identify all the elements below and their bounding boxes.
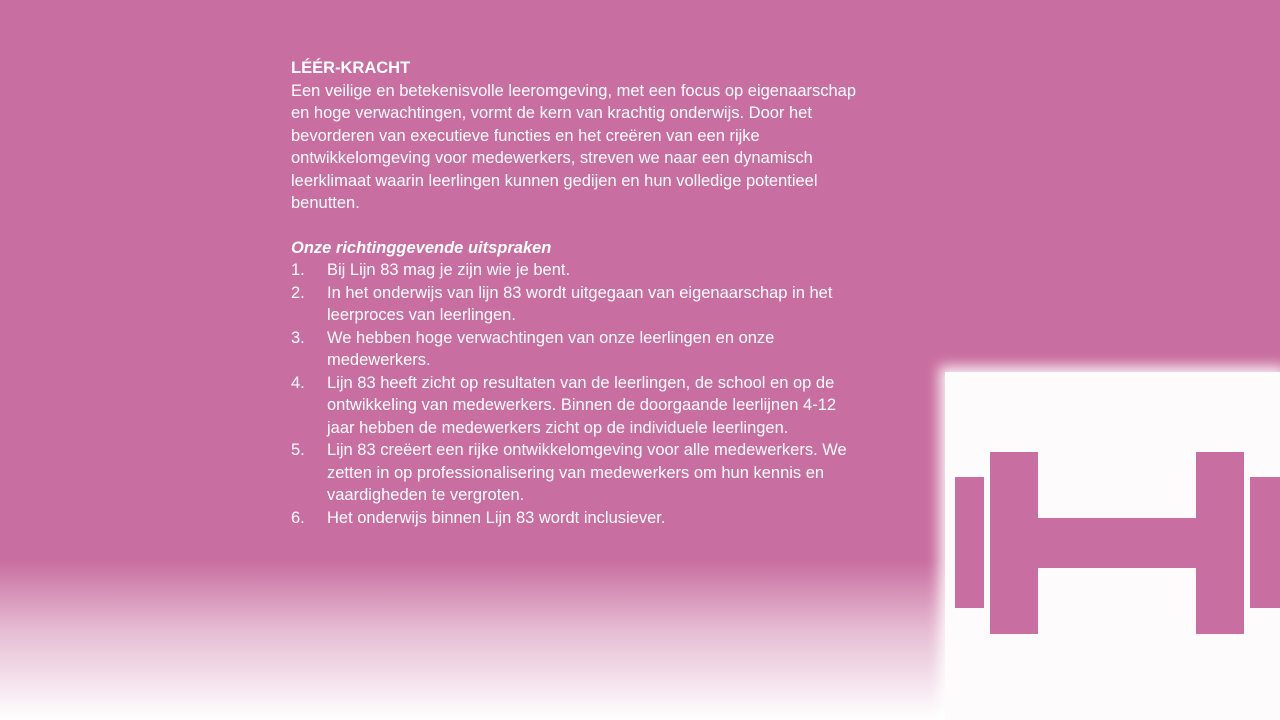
list-item-text: Lijn 83 heeft zicht op resultaten van de leerlingen, de school en op de ontwikkeling van medewerkers. Binnen de doorgaande leerlijnen 4-12 jaar hebben de medewerkers zicht op de individuele leerlingen. bbox=[327, 373, 837, 437]
list-item-text: Bij Lijn 83 mag je zijn wie je bent. bbox=[327, 261, 571, 279]
intro-paragraph: Een veilige en betekenisvolle leeromgeving, met een focus op eigenaarschap en hoge verwachtingen, vormt de kern van krachtig onderwijs. Door het bevorderen van executieve functies en het creëren van een rijke ontwikkelomgeving voor medewerkers, streven we naar een dynamisch leerklimaat waarin leerlingen kunnen gedijen en hun volledige potentieel benutten. bbox=[291, 81, 857, 212]
list-item bbox=[291, 372, 866, 440]
list-item-number: 5. bbox=[291, 441, 305, 459]
list-item-text: Het onderwijs binnen Lijn 83 wordt inclusiever. bbox=[327, 508, 666, 527]
list-item bbox=[291, 282, 866, 327]
slide-content bbox=[291, 57, 866, 529]
list-item-text: We hebben hoge verwachtingen van onze leerlingen en onze medewerkers. bbox=[327, 328, 775, 369]
dumbbell-icon bbox=[955, 452, 1280, 634]
statements-heading: Onze richtinggevende uitspraken bbox=[291, 238, 552, 257]
list-item-number: 6. bbox=[291, 508, 305, 527]
list-item-text: In het onderwijs van lijn 83 wordt uitgegaan van eigenaarschap in het leerproces van leerlingen. bbox=[327, 283, 833, 324]
list-item-number: 3. bbox=[291, 328, 305, 347]
statements-list bbox=[291, 259, 866, 529]
list-item bbox=[291, 327, 866, 372]
slide-title: LÉÉR-KRACHT bbox=[291, 59, 411, 77]
list-item bbox=[291, 259, 866, 282]
list-item-number: 4. bbox=[291, 373, 305, 392]
list-item bbox=[291, 507, 866, 530]
list-item-text: Lijn 83 creëert een rijke ontwikkelomgeving voor alle medewerkers. We zetten in op professionalisering van medewerkers om hun kennis en vaardigheden te vergroten. bbox=[327, 441, 847, 504]
list-item-number: 1. bbox=[291, 261, 305, 279]
list-item-number: 2. bbox=[291, 283, 305, 302]
list-item bbox=[291, 439, 866, 507]
